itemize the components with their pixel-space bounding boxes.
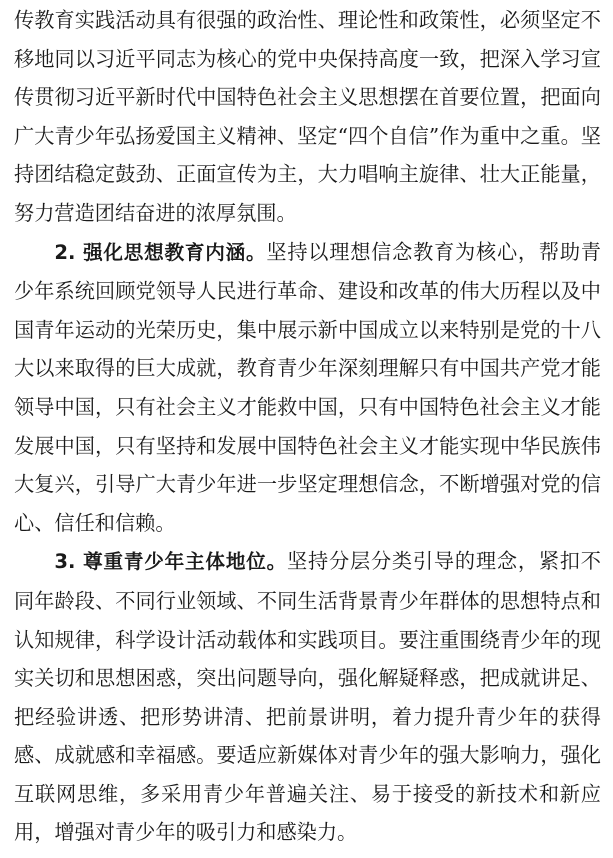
paragraph-text: 坚持以理想信念教育为核心，帮助青少年系统回顾党领导人民进行革命、建设和改革的伟大历程以及中国青年运动的光荣历史，集中展示新中国成立以来特别是党的十八大以来取得的巨大成就，教育青少年深刻理解只有中国共产党才能领导中国，只有社会主义才能救中国，只有中国特色社会主义才能发展中国，只有坚持和发展中国特色社会主义才能实现中华民族伟大复兴，引导广大青少年进一步坚定理想信念，不断增强对党的信心、信任和信赖。 (14, 239, 601, 535)
paragraph-section-2 (14, 233, 601, 543)
section-heading: 2. 强化思想教育内涵。 (54, 240, 267, 264)
paragraph-section-3 (14, 542, 601, 852)
paragraph-continuation (14, 1, 601, 233)
section-heading: 3. 尊重青少年主体地位。 (54, 550, 287, 574)
paragraph-text: 传教育实践活动具有很强的政治性、理论性和政策性，必须坚定不移地同以习近平同志为核心的党中央保持高度一致，把深入学习宣传贯彻习近平新时代中国特色社会主义思想摆在首要位置，把面向广大青少年弘扬爱国主义精神、坚定“四个自信”作为重中之重。坚持团结稳定鼓劲、正面宣传为主，大力唱响主旋律、壮大正能量，努力营造团结奋进的浓厚氛围。 (14, 8, 601, 225)
paragraph-text: 坚持分层分类引导的理念，紧扣不同年龄段、不同行业领域、不同生活背景青少年群体的思想特点和认知规律，科学设计活动载体和实践项目。要注重围绕青少年的现实关切和思想困惑，突出问题导向，强化解疑释惑，把成就讲足、把经验讲透、把形势讲清、把前景讲明，着力提升青少年的获得感、成就感和幸福感。要适应新媒体对青少年的强大影响力，强化互联网思维，多采用青少年普遍关注、易于接受的新技术和新应用，增强对青少年的吸引力和感染力。 (14, 549, 601, 845)
